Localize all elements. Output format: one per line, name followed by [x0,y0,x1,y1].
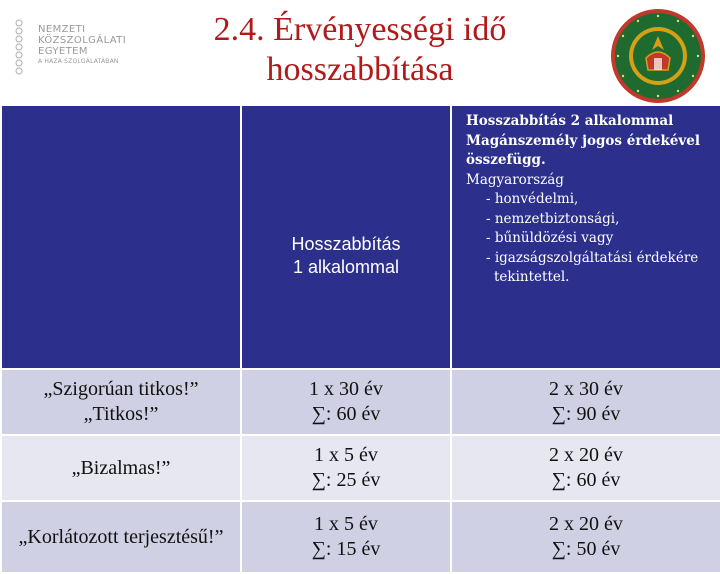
header-two-extensions [451,105,720,369]
two-extensions-term: 2 x 30 év [549,378,623,400]
table-header-row [1,105,720,369]
page-title [150,10,570,90]
table-row [1,435,720,501]
classification-line-1: „Korlátozott terjesztésű!” [18,525,224,548]
header-one-extension [241,105,451,369]
header-col3-line-8: - igazságszolgáltatási érdekére [486,249,699,266]
logo-line-2: KÖZSZOLGÁLATI [38,35,127,46]
table-row [1,369,720,435]
header-col2-line-1: Hosszabbítás [291,234,401,254]
two-extensions-term: 2 x 20 év [549,513,623,535]
classification-label [1,501,241,573]
two-extensions-total: ∑: 90 év [551,403,621,425]
one-extension-total: ∑: 25 év [311,469,381,491]
classification-label [1,369,241,435]
header-empty-cell [1,105,241,369]
classification-label [1,435,241,501]
two-extensions-total: ∑: 50 év [551,538,621,560]
one-extension-total: ∑: 60 év [311,403,381,425]
logo-line-3: EGYETEM [38,46,88,57]
header-col3-line-9: tekintettel. [494,269,570,285]
one-extension-cell [241,435,451,501]
title-line-1: 2.4. Érvényességi idő [213,11,507,48]
slide-header [0,0,720,104]
two-extensions-cell [451,501,720,573]
classification-line-2: „Titkos!” [83,403,159,425]
one-extension-total: ∑: 15 év [311,538,381,560]
header-col2-line-2: 1 alkalommal [292,257,400,277]
validity-table [0,104,720,574]
one-extension-term: 1 x 30 év [309,378,383,400]
classification-line-1: „Bizalmas!” [71,456,171,479]
two-extensions-term: 2 x 20 év [549,444,623,466]
header-col3-line-7: - bűnüldözési vagy [486,230,614,246]
header-col3-line-4: Magyarország [466,171,564,188]
logo-emblem-icon [12,18,26,80]
two-extensions-cell [451,435,720,501]
university-logo [12,14,132,84]
university-seal-icon [608,6,708,106]
classification-line-1: „Szigorúan titkos!” [43,378,199,400]
one-extension-term: 1 x 5 év [314,513,378,535]
header-col3-line-2: Magánszemély jogos érdekével [466,132,700,149]
title-line-2: hosszabbítása [266,51,454,88]
one-extension-term: 1 x 5 év [314,444,378,466]
header-col3-line-1: Hosszabbítás 2 alkalommal [466,113,674,129]
logo-line-1: NEMZETI [38,24,86,35]
two-extensions-total: ∑: 60 év [551,469,621,491]
logo-tagline: A HAZA SZOLGÁLATÁBAN [38,58,119,65]
header-col3-line-3: összefügg. [466,152,546,168]
header-col3-line-6: - nemzetbiztonsági, [486,210,620,227]
two-extensions-cell [451,369,720,435]
header-col3-line-5: - honvédelmi, [486,191,579,207]
one-extension-cell [241,369,451,435]
one-extension-cell [241,501,451,573]
table-row [1,501,720,573]
